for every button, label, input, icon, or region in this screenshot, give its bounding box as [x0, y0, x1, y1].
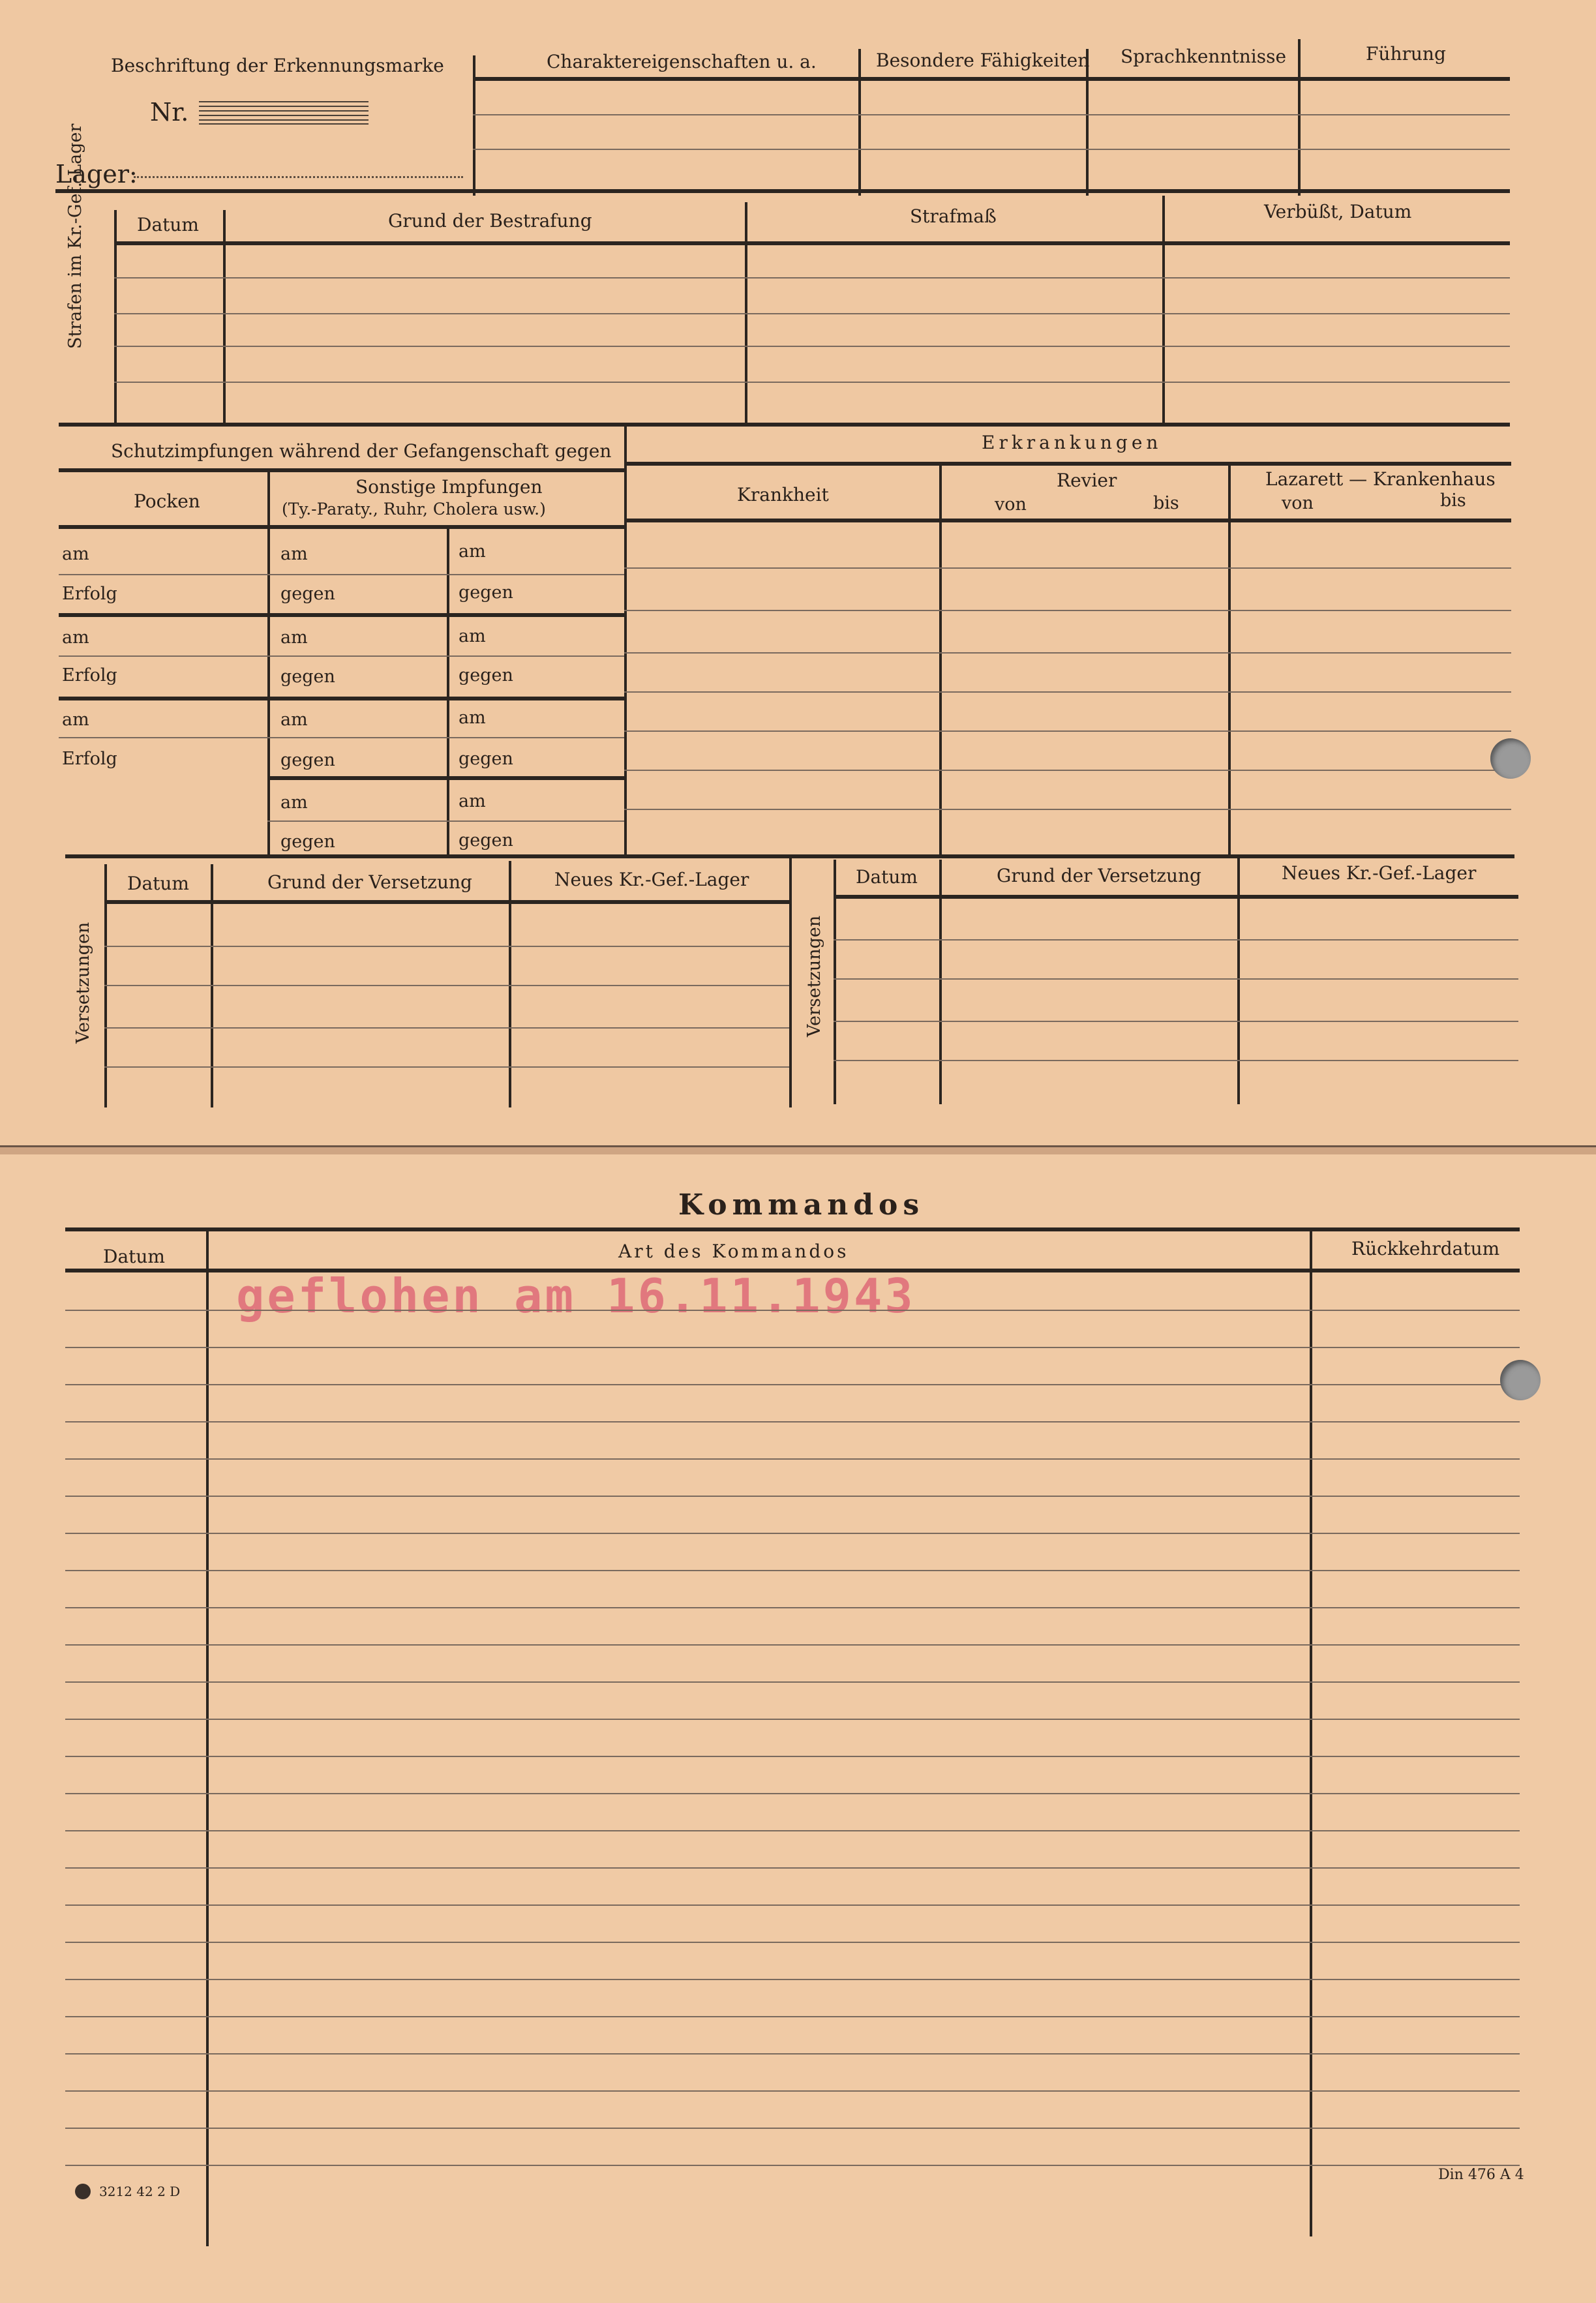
kommando-rule-line: [65, 1830, 1520, 1831]
row3-pocken-am: am: [62, 710, 89, 730]
printer-mark-icon: [75, 2184, 91, 2199]
row1-sonst1-gegen: gegen: [280, 584, 335, 604]
header-revier: Revier: [1057, 470, 1117, 491]
header-charakter: Charaktereigenschaften u. a.: [547, 51, 817, 72]
impf-title: Schutzimpfungen während der Gefangenschaft gegen: [111, 440, 612, 462]
vers-right-header-datum: Datum: [856, 866, 918, 888]
nr-label: Nr.: [150, 98, 189, 127]
row3-sonst1-gegen: gegen: [280, 750, 335, 770]
punch-hole-top: [1490, 738, 1531, 779]
row2-sonst2-am: am: [459, 626, 486, 646]
kommando-rule-line: [65, 1756, 1520, 1757]
header-sonstige: Sonstige Impfungen: [355, 476, 543, 498]
kommando-rule-line: [65, 1719, 1520, 1720]
kommandos-header-art: Art des Kommandos: [618, 1241, 849, 1262]
header-krankheit: Krankheit: [737, 484, 829, 505]
row1-sonst2-am: am: [459, 541, 486, 562]
kommando-rule-line: [65, 1979, 1520, 1980]
row4-sonst2-am: am: [459, 791, 486, 811]
header-pocken: Pocken: [134, 490, 200, 512]
kommando-rule-line: [65, 1681, 1520, 1683]
strafen-header-strafmass: Strafmaß: [910, 205, 997, 227]
header-sonstige-sub: (Ty.-Paraty., Ruhr, Cholera usw.): [282, 500, 546, 519]
row4-sonst1-gegen: gegen: [280, 832, 335, 852]
kommando-rule-line: [65, 2128, 1520, 2129]
header-lazarett: Lazarett — Krankenhaus: [1265, 468, 1496, 490]
kommando-rule-line: [65, 1904, 1520, 1906]
kommando-rule-line: [65, 1421, 1520, 1422]
kommando-rule-line: [65, 2016, 1520, 2017]
row4-sonst2-gegen: gegen: [459, 830, 513, 850]
kommando-rule-line: [65, 1793, 1520, 1794]
lager-label: Lager:: [55, 160, 138, 188]
kommando-rule-line: [65, 1310, 1520, 1311]
row2-pocken-am: am: [62, 627, 89, 648]
row1-sonst2-gegen: gegen: [459, 582, 513, 603]
kommando-rule-line: [65, 1607, 1520, 1608]
revier-bis: bis: [1153, 493, 1179, 513]
punch-hole-bottom: [1500, 1360, 1541, 1400]
kommando-rule-line: [65, 1942, 1520, 1943]
row2-erfolg: Erfolg: [62, 665, 117, 685]
header-sprachkenntnisse: Sprachkenntnisse: [1121, 46, 1287, 67]
lager-dotted-line: [134, 176, 463, 178]
row1-sonst1-am: am: [280, 544, 308, 564]
strafen-header-datum: Datum: [137, 214, 199, 235]
kommando-rule-line: [65, 1458, 1520, 1460]
kommando-rule-line: [65, 1867, 1520, 1869]
vers-left-header-grund: Grund der Versetzung: [267, 871, 472, 893]
header-fuehrung: Führung: [1366, 43, 1446, 65]
row4-sonst1-am: am: [280, 792, 308, 813]
row2-sonst2-gegen: gegen: [459, 665, 513, 685]
vers-right-header-grund: Grund der Versetzung: [997, 865, 1201, 886]
vers-left-header-lager: Neues Kr.-Gef.-Lager: [554, 869, 749, 890]
strafen-header-verbuesst: Verbüßt, Datum: [1264, 201, 1412, 222]
row3-sonst2-gegen: gegen: [459, 749, 513, 769]
strafen-header-grund: Grund der Bestrafung: [388, 210, 592, 232]
kommando-rule-line: [65, 1347, 1520, 1348]
header-faehigkeiten: Besondere Fähigkeiten: [876, 50, 1090, 71]
kommando-rule-line: [65, 2090, 1520, 2092]
row3-sonst1-am: am: [280, 710, 308, 730]
nr-lines: [199, 101, 369, 125]
kommando-rule-line: [65, 1570, 1520, 1571]
footer-right: Din 476 A 4: [1438, 2167, 1524, 2183]
kommando-rule-line: [65, 1496, 1520, 1497]
strafen-side-label: Strafen im Kr.-Gef.-Lager: [65, 123, 85, 349]
kommando-rule-line: [65, 2165, 1520, 2166]
kommando-rule-line: [65, 2053, 1520, 2055]
row1-pocken-am: am: [62, 544, 89, 564]
row2-sonst1-gegen: gegen: [280, 667, 335, 687]
row1-erfolg: Erfolg: [62, 584, 117, 604]
vers-left-header-datum: Datum: [127, 873, 189, 894]
footer-left: 3212 42 2 D: [99, 2184, 181, 2199]
versetzungen-left-side-label: Versetzungen: [73, 922, 93, 1044]
kommando-rule-line: [65, 1384, 1520, 1385]
kommandos-header-rueckkehr: Rückkehrdatum: [1351, 1238, 1500, 1259]
kommando-rule-line: [65, 1533, 1520, 1534]
row3-erfolg: Erfolg: [62, 749, 117, 769]
escape-stamp: geflohen am 16.11.1943: [236, 1269, 916, 1323]
kommandos-header-datum: Datum: [103, 1246, 165, 1267]
lazarett-von: von: [1282, 493, 1314, 513]
row3-sonst2-am: am: [459, 708, 486, 728]
versetzungen-right-side-label: Versetzungen: [804, 915, 824, 1037]
row2-sonst1-am: am: [280, 627, 308, 648]
kommando-rule-line: [65, 1644, 1520, 1646]
marker-title: Beschriftung der Erkennungsmarke: [111, 55, 444, 76]
prisoner-card-back-top: [0, 0, 1596, 1147]
erkrank-title: Erkrankungen: [982, 432, 1162, 453]
vers-right-header-lager: Neues Kr.-Gef.-Lager: [1282, 862, 1477, 884]
lazarett-bis: bis: [1440, 490, 1466, 511]
revier-von: von: [995, 494, 1027, 515]
prisoner-card-back-bottom: [0, 1154, 1596, 2303]
kommandos-title: Kommandos: [678, 1188, 925, 1222]
